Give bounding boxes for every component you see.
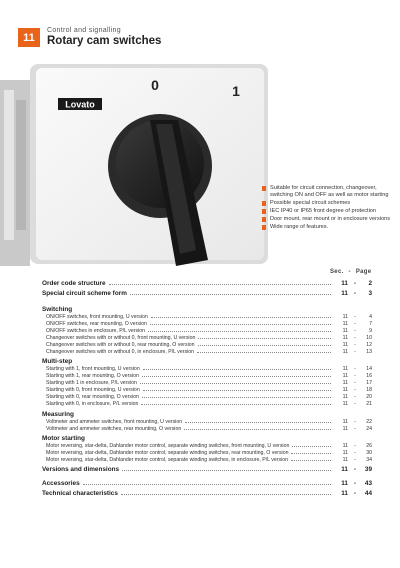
toc-entry[interactable]: Voltmeter and ammeter switches, front mounting, U version 11 - 22 <box>46 418 372 425</box>
section-title: Rotary cam switches <box>47 35 162 47</box>
bullet-square-icon <box>262 186 266 191</box>
toc-entry[interactable]: Motor reversing, star-delta, Dahlander motor control, separate winding switches, front mounting, U version 11 - 26 <box>46 443 372 450</box>
toc-entry-technical[interactable]: Technical characteristics 11 - 44 <box>42 490 372 498</box>
toc-entry[interactable]: Changeover switches with or without 0, in enclosure, P/L version 11 - 13 <box>46 348 372 355</box>
lovato-logo <box>58 98 102 110</box>
bullet-square-icon <box>262 225 266 230</box>
toc-entry[interactable]: Starting with 0, rear mounting, O version 11 - 20 <box>46 394 372 401</box>
toc-entry[interactable]: ON/OFF switches, front mounting, U version 11 - 4 <box>46 313 372 320</box>
section-number-badge: 11 <box>18 28 40 47</box>
feature-item: Suitable for circuit connection, changeover, switching ON and OFF as well as motor starting <box>262 185 394 200</box>
section-pretitle: Control and signalling <box>47 27 121 34</box>
toc-entry-accessories[interactable]: Accessories 11 - 43 <box>42 480 372 488</box>
toc-entry[interactable]: Voltmeter and ammeter switches, rear mounting, O version 11 - 24 <box>46 425 372 432</box>
toc-category-motor-starting: Motor starting <box>42 435 85 443</box>
page-header <box>0 0 400 60</box>
feature-item: Door mount, rear mount or in enclosure versions <box>262 216 394 223</box>
toc-entry[interactable]: Starting with 1 in enclosure, P/L version 11 - 17 <box>46 380 372 387</box>
bullet-square-icon <box>262 209 266 214</box>
svg-text:Lovato: Lovato <box>65 99 95 110</box>
rotary-switch-photo <box>0 60 268 266</box>
feature-list <box>262 185 394 232</box>
toc-category-measuring: Measuring <box>42 410 74 418</box>
toc-entry[interactable]: Starting with 1, front mounting, U version 11 - 14 <box>46 366 372 373</box>
toc-entry-versions-dimensions[interactable]: Versions and dimensions 11 - 39 <box>42 466 372 474</box>
feature-item: Possible special circuit schemes <box>262 200 394 207</box>
toc-category-switching: Switching <box>42 305 73 313</box>
table-of-contents <box>42 277 372 497</box>
position-1-label: 1 <box>232 83 240 99</box>
toc-entry[interactable]: Motor reversing, star-delta, Dahlander motor control, separate winding switches, in enclosure, P/L version 11 - 34 <box>46 457 372 464</box>
toc-entry[interactable]: Changeover switches with or without 0, front mounting, U version 11 - 10 <box>46 334 372 341</box>
feature-item: Wide range of features. <box>262 224 394 231</box>
bullet-square-icon <box>262 217 266 222</box>
toc-entry[interactable]: Starting with 0, front mounting, U version 11 - 18 <box>46 387 372 394</box>
toc-entry[interactable]: Motor reversing, star-delta, Dahlander motor control, separate winding switches, rear mounting, O version 11 - 30 <box>46 450 372 457</box>
toc-entry[interactable]: Starting with 1, rear mounting, O version 11 - 16 <box>46 373 372 380</box>
toc-entry[interactable]: ON/OFF switches, rear mounting, O version 11 - 7 <box>46 320 372 327</box>
toc-entry-order-code[interactable]: Order code structure 11 - 2 <box>42 280 372 287</box>
toc-column-header: Sec. - Page <box>330 269 372 275</box>
toc-entry[interactable]: Starting with 0, in enclosure, P/L version 11 - 21 <box>46 401 372 408</box>
toc-entry[interactable]: ON/OFF switches in enclosure, P/L version 11 - 9 <box>46 327 372 334</box>
feature-item: IEC IP40 or IP65 front degree of protection <box>262 208 394 215</box>
position-0-label: 0 <box>151 77 159 93</box>
toc-entry-special-scheme[interactable]: Special circuit scheme form 11 - 3 <box>42 290 372 297</box>
toc-category-multistep: Multi-step <box>42 358 73 366</box>
bullet-square-icon <box>262 201 266 206</box>
toc-entry[interactable]: Changeover switches with or without 0, rear mounting, O version 11 - 12 <box>46 341 372 348</box>
